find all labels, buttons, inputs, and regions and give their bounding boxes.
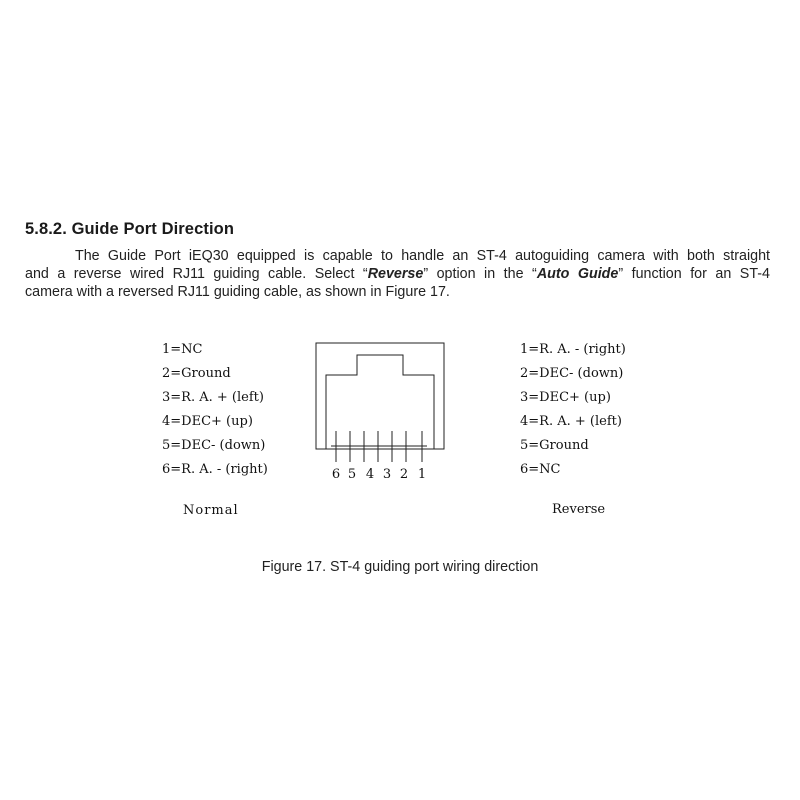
normal-pin-5: 5=DEC- (down) (162, 438, 266, 453)
normal-pin-list (162, 342, 268, 518)
reverse-pin-3: 3=DEC+ (up) (520, 390, 611, 405)
reverse-label: Reverse (552, 502, 606, 517)
rj11-connector-icon (316, 343, 444, 462)
paragraph-line-2-part-a: and a reverse wired RJ11 guiding cable. Select “ (25, 266, 368, 282)
connector-pin-numbers (332, 467, 426, 482)
normal-pin-3: 3=R. A. + (left) (162, 390, 264, 405)
reverse-pin-list (520, 342, 626, 517)
normal-pin-2: 2=Ground (162, 366, 231, 381)
pin-number-5: 5 (347, 467, 357, 482)
pin-number-1: 1 (417, 467, 427, 482)
paragraph-line-3: camera with a reversed RJ11 guiding cable, as shown in Figure 17. (25, 284, 450, 300)
paragraph-line-1-text: The Guide Port iEQ30 equipped is capable to handle an ST-4 autoguiding camera with both straight (75, 248, 770, 264)
paragraph-line-2 (25, 265, 770, 283)
pin-number-6: 6 (331, 467, 341, 482)
paragraph-line-2-part-e: ” function for an ST-4 (618, 266, 770, 282)
auto-guide-keyword: Auto Guide (536, 266, 619, 282)
pin-number-2: 2 (399, 467, 409, 482)
wiring-diagram (150, 320, 650, 540)
normal-pin-1: 1=NC (162, 342, 203, 357)
pin-number-4: 4 (365, 467, 375, 482)
paragraph-line-1 (25, 247, 770, 265)
section-heading: 5.8.2. Guide Port Direction (25, 220, 234, 238)
figure-caption: Figure 17. ST-4 guiding port wiring direction (261, 559, 539, 575)
normal-pin-6: 6=R. A. - (right) (162, 462, 268, 477)
normal-pin-4: 4=DEC+ (up) (162, 414, 253, 429)
reverse-pin-2: 2=DEC- (down) (520, 366, 624, 381)
connector-inner-outline (326, 355, 434, 449)
normal-label: Normal (183, 503, 239, 518)
paragraph-line-2-part-c: ” option in the “ (423, 266, 537, 282)
reverse-pin-4: 4=R. A. + (left) (520, 414, 622, 429)
wiring-figure (150, 320, 650, 540)
section-paragraph (25, 247, 770, 301)
reverse-keyword: Reverse (367, 266, 424, 282)
pin-number-3: 3 (382, 467, 392, 482)
reverse-pin-5: 5=Ground (520, 438, 589, 453)
connector-outer-frame (316, 343, 444, 449)
reverse-pin-6: 6=NC (520, 462, 561, 477)
reverse-pin-1: 1=R. A. - (right) (520, 342, 626, 357)
